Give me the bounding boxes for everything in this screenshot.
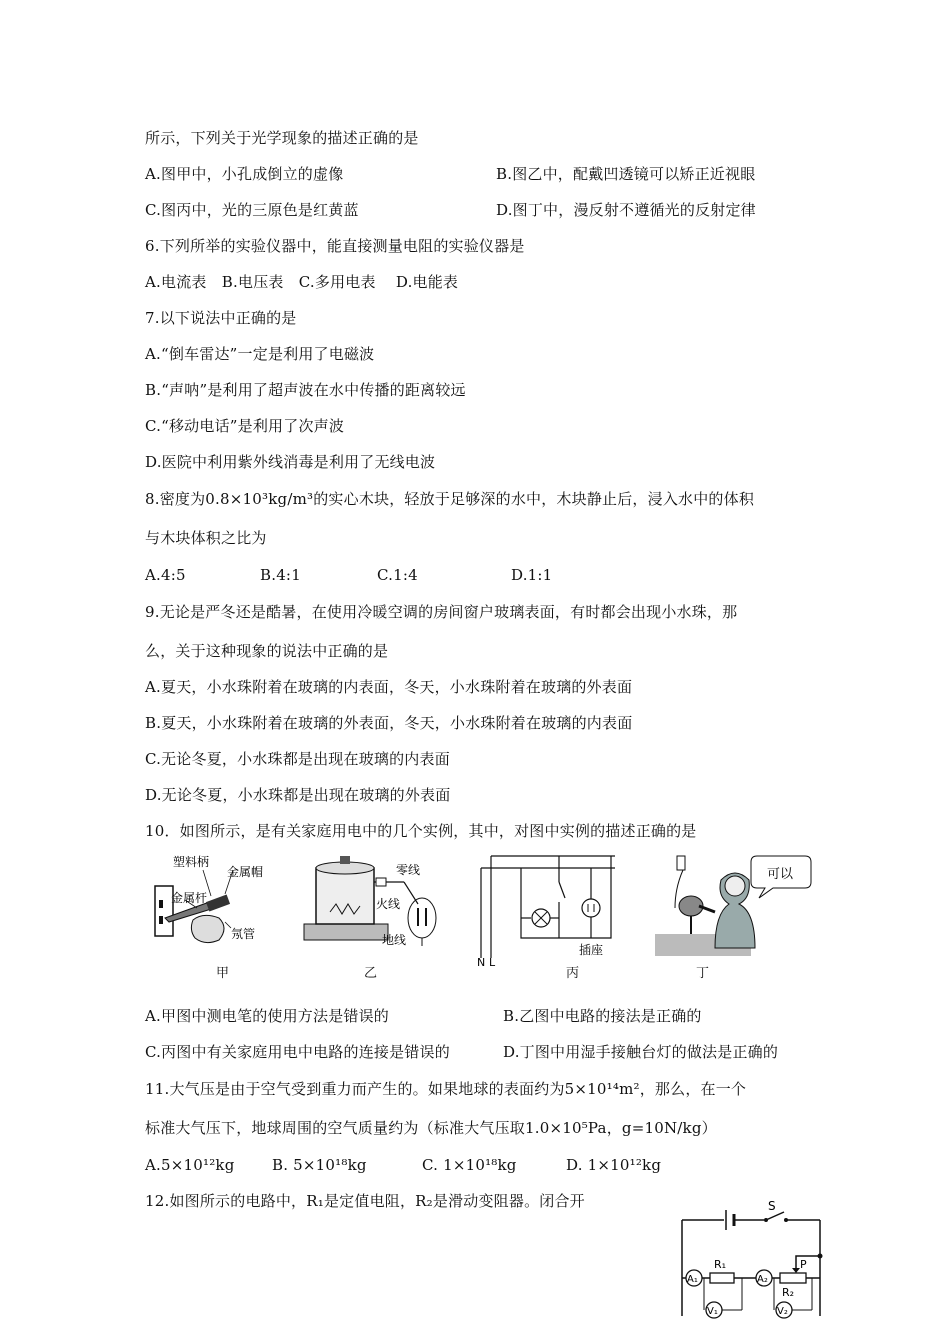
label-p: P [800, 1258, 807, 1271]
q12-stem: 12.如图所示的电路中，R₁是定值电阻，R₂是滑动变阻器。闭合开 [145, 1192, 585, 1210]
q5-stem-end: 所示，下列关于光学现象的描述正确的是 [145, 129, 419, 147]
socket-icon [582, 899, 600, 917]
figure-bing [475, 848, 625, 966]
label-switch: S [768, 1199, 776, 1213]
q9-stem-1: 9.无论是严冬还是酷暑，在使用冷暖空调的房间窗户玻璃表面，有时都会出现小水珠，那 [145, 603, 738, 621]
q10-option-b: B.乙图中电路的接法是正确的 [503, 1007, 702, 1025]
q11-stem-2: 标准大气压下，地球周围的空气质量约为（标准大气压取1.0×10⁵Pa，g=10N/kg） [145, 1119, 717, 1137]
figure-yi [300, 852, 450, 948]
circuit-diagram [676, 1198, 826, 1322]
stand [304, 924, 388, 940]
figure-bing-caption: 丙 [566, 966, 580, 981]
rheostat-r2 [780, 1273, 806, 1283]
q9-option-b: B.夏天，小水珠附着在玻璃的外表面，冬天，小水珠附着在玻璃的内表面 [145, 714, 633, 732]
figure-jia-caption: 甲 [216, 966, 230, 981]
label-ground: 地线 [382, 933, 407, 947]
q9-option-a: A.夏天，小水珠附着在玻璃的内表面，冬天，小水珠附着在玻璃的外表面 [145, 678, 633, 696]
q10-stem: 10．如图所示，是有关家庭用电中的几个实例，其中，对图中实例的描述正确的是 [145, 822, 697, 840]
label-live: 火线 [376, 897, 401, 911]
label-r1: R₁ [714, 1258, 727, 1271]
q9-option-d: D.无论冬夏，小水珠都是出现在玻璃的外表面 [145, 786, 451, 804]
q7-option-d: D.医院中利用紫外线消毒是利用了无线电波 [145, 453, 436, 471]
label-a1: A₁ [687, 1274, 698, 1285]
q11-option-d: D. 1×10¹²kg [566, 1156, 662, 1174]
figure-jia [145, 848, 275, 960]
label-n: N [477, 956, 486, 966]
label-v1: V₁ [707, 1306, 718, 1317]
q5-option-c: C.图丙中，光的三原色是红黄蓝 [145, 201, 359, 219]
q5-option-a: A.图甲中，小孔成倒立的虚像 [145, 165, 344, 183]
cooker [316, 868, 374, 924]
q10-option-a: A.甲图中测电笔的使用方法是错误的 [145, 1007, 390, 1025]
q7-option-a: A.“倒车雷达”一定是利用了电磁波 [145, 345, 375, 363]
q7-option-c: C.“移动电话”是利用了次声波 [145, 417, 345, 435]
q9-stem-2: 么，关于这种现象的说法中正确的是 [145, 642, 389, 660]
label-a2: A₂ [757, 1274, 768, 1285]
label-l: L [489, 956, 496, 966]
q11-stem-1: 11.大气压是由于空气受到重力而产生的。如果地球的表面约为5×10¹⁴m²，那么，在一个 [145, 1080, 747, 1098]
label-plastic-handle: 塑料柄 [173, 855, 210, 869]
q9-option-c: C.无论冬夏，小水珠都是出现在玻璃的内表面 [145, 750, 450, 768]
resistor-r1 [710, 1273, 734, 1283]
q7-option-b: B.“声呐”是利用了超声波在水中传播的距离较远 [145, 381, 466, 399]
figure-yi-caption: 乙 [364, 966, 378, 981]
q6-stem: 6.下列所举的实验仪器中，能直接测量电阻的实验仪器是 [145, 237, 525, 255]
q8-option-d: D.1:1 [511, 566, 553, 584]
q8-option-b: B.4:1 [260, 566, 301, 584]
q6-options: A.电流表 B.电压表 C.多用电表 D.电能表 [145, 273, 459, 291]
q8-stem-1: 8.密度为0.8×10³kg/m³的实心木块，轻放于足够深的水中，木块静止后，浸入水中的体积 [145, 490, 755, 508]
label-socket: 插座 [579, 943, 604, 957]
figure-ding [655, 848, 815, 960]
q11-option-a: A.5×10¹²kg [145, 1156, 235, 1174]
q8-stem-2: 与木块体积之比为 [145, 529, 267, 547]
q8-option-c: C.1:4 [377, 566, 418, 584]
label-metal-rod: 金属杆 [171, 891, 208, 905]
q11-option-c: C. 1×10¹⁸kg [422, 1156, 517, 1174]
hand [191, 915, 224, 942]
q5-option-b: B.图乙中，配戴凹透镜可以矫正近视眼 [496, 165, 756, 183]
label-neon-tube: 氖管 [231, 927, 256, 941]
speech-text: 可以 [767, 867, 794, 882]
label-r2: R₂ [782, 1286, 795, 1299]
q8-option-a: A.4:5 [145, 566, 186, 584]
plug-socket [408, 898, 436, 938]
q5-option-d: D.图丁中，漫反射不遵循光的反射定律 [496, 201, 756, 219]
switch [766, 1212, 784, 1220]
q7-stem: 7.以下说法中正确的是 [145, 309, 297, 327]
q10-option-d: D.丁图中用湿手接触台灯的做法是正确的 [503, 1043, 779, 1061]
q11-option-b: B. 5×10¹⁸kg [272, 1156, 367, 1174]
label-metal-cap: 金属帽 [227, 865, 264, 879]
label-v2: V₂ [777, 1306, 788, 1317]
q10-option-c: C.丙图中有关家庭用电中电路的连接是错误的 [145, 1043, 450, 1061]
figure-ding-caption: 丁 [696, 966, 710, 981]
label-neutral: 零线 [396, 863, 421, 877]
